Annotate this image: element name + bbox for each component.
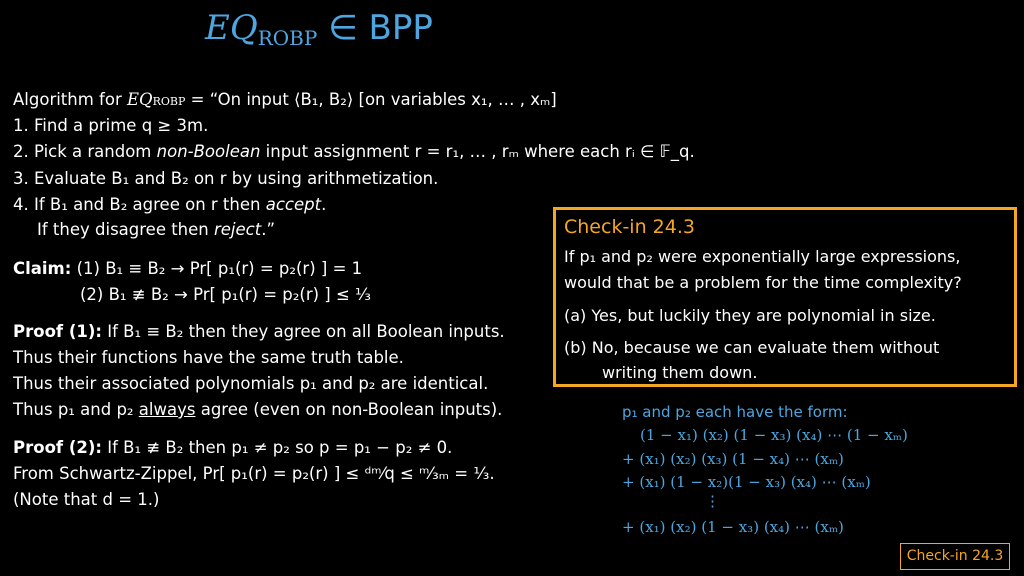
algorithm-step-4-cont xyxy=(37,220,275,239)
form-row-1: (1 − x₁) (x₂) (1 − x₃) (x₄) ⋯ (1 − xₘ) xyxy=(640,426,908,444)
form-row-2: + (x₁) (x₂) (x₃) (1 − x₄) ⋯ (xₘ) xyxy=(622,450,844,468)
claim-label: Claim: xyxy=(13,259,72,278)
proof1-l4b: always xyxy=(138,400,196,419)
step5-c: .” xyxy=(261,220,276,239)
title-rest: ∈ BPP xyxy=(317,8,433,48)
algorithm-math: EQ xyxy=(127,90,153,109)
proof2-label: Proof (2): xyxy=(13,438,102,457)
checkin-option-a[interactable]: (a) Yes, but luckily they are polynomial in size. xyxy=(564,306,936,325)
algorithm-prefix: Algorithm for xyxy=(13,90,127,109)
proof1-l4c: agree (even on non-Boolean inputs). xyxy=(195,400,503,419)
step2-b: non-Boolean xyxy=(156,142,261,161)
proof2-line3: (Note that d = 1.) xyxy=(13,490,160,509)
checkin-option-b[interactable]: (b) No, because we can evaluate them without xyxy=(564,338,940,357)
form-row-3: + (x₁) (1 − x₂)(1 − x₃) (x₄) ⋯ (xₘ) xyxy=(622,473,871,491)
algorithm-step-2 xyxy=(13,142,695,161)
algorithm-header xyxy=(13,90,557,109)
checkin-box xyxy=(553,207,1017,387)
algorithm-rest: = “On input ⟨B₁, B₂⟩ [on variables x₁, … , xₘ] xyxy=(185,90,557,109)
checkin-option-b-cont: writing them down. xyxy=(602,363,758,382)
checkin-question-1: If p₁ and p₂ were exponentially large expressions, xyxy=(564,247,961,266)
form-row-5: + (x₁) (x₂) (1 − x₃) (x₄) ⋯ (xₘ) xyxy=(622,518,844,536)
algorithm-step-1: 1. Find a prime q ≥ 3m. xyxy=(13,116,209,135)
claim-1 xyxy=(13,259,362,278)
claim-1-text: (1) B₁ ≡ B₂ → Pr[ p₁(r) = p₂(r) ] = 1 xyxy=(76,259,363,278)
proof1-l1: If B₁ ≡ B₂ then they agree on all Boolean inputs. xyxy=(102,322,505,341)
proof1-line3: Thus their associated polynomials p₁ and p₂ are identical. xyxy=(13,374,489,393)
proof1-line2: Thus their functions have the same truth table. xyxy=(13,348,404,367)
proof2-line2: From Schwartz-Zippel, Pr[ p₁(r) = p₂(r) ] ≤ ᵈᵐ⁄q ≤ ᵐ⁄₃ₘ = ¹⁄₃. xyxy=(13,464,495,483)
form-row-4: ⋮ xyxy=(705,492,720,510)
title-subscript: ROBP xyxy=(257,26,318,50)
step5-a: If they disagree then xyxy=(37,220,214,239)
step2-c: input assignment r = r₁, … , rₘ where each rᵢ ∈ 𝔽_q. xyxy=(260,142,695,161)
checkin-badge[interactable]: Check-in 24.3 xyxy=(900,543,1010,570)
algorithm-step-3: 3. Evaluate B₁ and B₂ on r by using arithmetization. xyxy=(13,169,439,188)
step4-b: accept xyxy=(265,195,322,214)
algorithm-sub: ROBP xyxy=(152,95,186,108)
claim-2: (2) B₁ ≢ B₂ → Pr[ p₁(r) = p₂(r) ] ≤ ¹⁄₃ xyxy=(80,285,372,304)
step4-c: . xyxy=(321,195,327,214)
step4-a: 4. If B₁ and B₂ agree on r then xyxy=(13,195,266,214)
proof1-line4 xyxy=(13,400,502,419)
proof1-line1 xyxy=(13,322,505,341)
form-header: p₁ and p₂ each have the form: xyxy=(622,403,848,421)
slide-title xyxy=(205,8,433,48)
step2-a: 2. Pick a random xyxy=(13,142,157,161)
proof1-label: Proof (1): xyxy=(13,322,102,341)
checkin-title: Check-in 24.3 xyxy=(564,216,695,238)
proof1-l4a: Thus p₁ and p₂ xyxy=(13,400,139,419)
algorithm-step-4 xyxy=(13,195,326,214)
title-math: EQ xyxy=(205,8,258,48)
checkin-question-2: would that be a problem for the time complexity? xyxy=(564,273,962,292)
proof2-line1 xyxy=(13,438,452,457)
step5-b: reject xyxy=(214,220,262,239)
proof2-l1: If B₁ ≢ B₂ then p₁ ≠ p₂ so p = p₁ − p₂ ≠ 0. xyxy=(102,438,453,457)
